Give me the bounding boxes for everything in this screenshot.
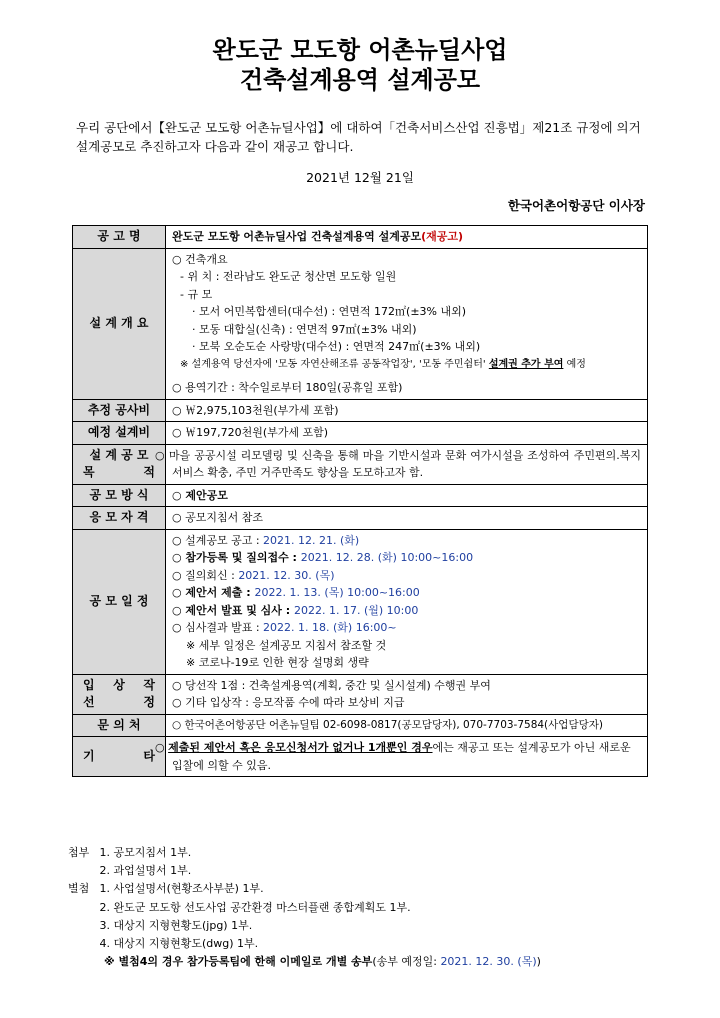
row-contact <box>73 714 648 737</box>
label-schedule: 공 모 일 정 <box>73 529 166 674</box>
schedule-item <box>172 602 641 620</box>
row-purpose <box>73 444 648 484</box>
other-text: 에는 재공고 또는 설계공모가 아닌 새로운 입찰에 의할 수 있음. <box>172 741 631 772</box>
annex-note <box>68 953 668 971</box>
label-award-char: 상 <box>113 677 125 692</box>
row-method <box>73 484 648 507</box>
annex-note-paren: (송부 예정일: <box>372 955 441 969</box>
schedule-item-label: ○ 참가등록 및 질의접수 : <box>172 551 301 564</box>
overview-scale-item: · 모서 어민복합센터(대수선) : 연면적 172㎡(±3% 내외) <box>192 305 467 318</box>
notice-date: 2021년 12월 21일 <box>306 170 414 185</box>
overview-scale: - 규 모 <box>180 287 213 301</box>
document-title-line2: 건축설계용역 설계공모 <box>239 66 481 94</box>
value-contact: ○ 한국어촌어항공단 어촌뉴딜팀 02-6098-0817(공모담당자), 070-7703-7584(사업담당자) <box>166 714 648 737</box>
attachment-key: 첨부 <box>68 846 90 859</box>
row-design-overview <box>73 248 648 399</box>
schedule-item <box>172 532 641 550</box>
overview-line: ○ 건축개요 <box>172 252 228 266</box>
value-notice-name <box>166 226 648 249</box>
document-title-line1: 완도군 모도항 어촌뉴딜사업 <box>212 36 508 64</box>
schedule-item-label: ○ 심사결과 발표 : <box>172 621 264 634</box>
schedule-item <box>172 619 641 637</box>
value-purpose: ○ 마을 공공시설 리모델링 및 신축을 통해 마을 기반시설과 문화 여가시설을 조성하여 주민편의.복지 서비스 확충, 주민 거주만족도 향상을 도모하고자 함. <box>166 444 648 484</box>
attachment-item: 2. 과업설명서 1부. <box>99 864 192 878</box>
award-line: ○ 기타 입상작 : 응모작품 수에 따라 보상비 지급 <box>172 696 405 709</box>
label-other-char: 타 <box>143 748 155 763</box>
label-design-fee: 예정 설계비 <box>73 422 166 445</box>
label-other-char: 기 <box>83 748 95 763</box>
label-purpose-b: 적 <box>143 465 155 479</box>
schedule-item <box>172 549 641 567</box>
value-method: ○ 제안공모 <box>166 484 648 507</box>
schedule-note: ※ 세부 일정은 설계공모 지침서 참조할 것 <box>186 638 387 652</box>
row-schedule <box>73 529 648 674</box>
schedule-item-date: 2021. 12. 30. (목) <box>238 568 335 582</box>
annex-note-date: 2021. 12. 30. (목) <box>440 955 537 969</box>
other-bullet: ○ <box>155 741 169 754</box>
schedule-item-label: ○ 제안서 제출 : <box>172 586 255 599</box>
label-award-char: 작 <box>143 677 155 692</box>
schedule-item <box>172 584 641 602</box>
overview-location: - 위 치 : 전라남도 완도군 청산면 모도항 일원 <box>180 270 397 283</box>
overview-note <box>172 356 641 374</box>
schedule-item <box>172 567 641 585</box>
annex-item: 2. 완도군 모도항 선도사업 공간환경 마스터플랜 종합계획도 1부. <box>99 900 411 914</box>
row-eligibility <box>73 507 648 530</box>
overview-scale-item: · 모북 오순도순 사랑방(대수선) : 연면적 247㎡(±3% 내외) <box>192 340 481 353</box>
annex-item: 1. 사업설명서(현황조사부분) 1부. <box>99 882 264 896</box>
label-notice-name: 공 고 명 <box>73 226 166 249</box>
other-emphasis: 제출된 제안서 혹은 응모신청서가 없거나 1개뿐인 경우 <box>168 741 433 754</box>
label-purpose-top: 설 계 공 모 <box>89 447 149 462</box>
annex-item: 3. 대상지 지형현황도(jpg) 1부. <box>99 918 253 932</box>
label-estimated-cost: 추정 공사비 <box>73 399 166 422</box>
label-award <box>73 674 166 714</box>
attachments <box>68 844 668 971</box>
annex-item: 4. 대상지 지형현황도(dwg) 1부. <box>99 937 259 951</box>
row-notice-name <box>73 226 648 249</box>
annex-key: 별첨 <box>68 882 90 896</box>
schedule-note: ※ 코로나-19로 인한 현장 설명회 생략 <box>186 656 369 669</box>
award-line: ○ 당선작 1점 : 건축설계용역(계획, 중간 및 실시설계) 수행권 부여 <box>172 678 491 692</box>
label-method: 공 모 방 식 <box>73 484 166 507</box>
value-estimated-cost: ○ ￦2,975,103천원(부가세 포함) <box>166 399 648 422</box>
value-design-fee: ○ ￦197,720천원(부가세 포함) <box>166 422 648 445</box>
label-eligibility: 응 모 자 격 <box>73 507 166 530</box>
notice-table <box>72 225 648 777</box>
label-award-char: 정 <box>143 695 155 709</box>
overview-note-text: ※ 설계용역 당선자에 '모동 자연산해조류 공동작업장', '모동 주민쉼터' <box>180 358 489 370</box>
notice-name-text: 완도군 모도항 어촌뉴딜사업 건축설계용역 설계공모 <box>172 230 422 243</box>
value-award <box>166 674 648 714</box>
schedule-item-date: 2022. 1. 17. (월) 10:00 <box>293 603 419 617</box>
value-schedule <box>166 529 648 674</box>
schedule-item-date: 2022. 1. 13. (목) 10:00~16:00 <box>254 586 420 599</box>
overview-note-tail: 예정 <box>563 358 586 370</box>
overview-note-emphasis: 설계권 추가 부여 <box>488 358 564 370</box>
row-other <box>73 737 648 777</box>
overview-duration: ○ 용역기간 : 착수일로부터 180일(공휴일 포함) <box>172 381 403 394</box>
schedule-item-date: 2021. 12. 21. (화) <box>263 533 360 547</box>
label-contact: 문 의 처 <box>73 714 166 737</box>
annex-note-close: ) <box>536 955 541 969</box>
label-other <box>73 737 169 777</box>
intro-paragraph: 우리 공단에서【완도군 모도항 어촌뉴딜사업】에 대하여「건축서비스산업 진흥법」제21조 규정에 의거 설계공모로 추진하고자 다음과 같이 재공고 합니다. <box>76 120 641 154</box>
annex-note-text: ※ 별첨4의 경우 참가등록팀에 한해 이메일로 개별 송부 <box>104 955 373 969</box>
value-eligibility: ○ 공모지침서 참조 <box>166 507 648 530</box>
label-award-char: 입 <box>83 677 95 692</box>
schedule-item-label: ○ 질의회신 : <box>172 568 239 582</box>
label-award-char: 선 <box>83 695 95 709</box>
row-design-fee <box>73 422 648 445</box>
row-award <box>73 674 648 714</box>
label-design-overview: 설 계 개 요 <box>73 248 166 399</box>
row-estimated-cost <box>73 399 648 422</box>
schedule-item-label: ○ 설계공모 공고 : <box>172 533 264 547</box>
value-design-overview <box>166 248 648 399</box>
schedule-item-date: 2021. 12. 28. (화) 10:00~16:00 <box>300 551 474 564</box>
overview-scale-item: · 모동 대합실(신축) : 연면적 97㎡(±3% 내외) <box>192 322 417 336</box>
schedule-item-label: ○ 제안서 발표 및 심사 : <box>172 603 294 617</box>
issuer: 한국어촌어항공단 이사장 <box>507 198 645 213</box>
label-purpose-a: 목 <box>83 465 95 479</box>
label-purpose <box>73 444 166 484</box>
schedule-item-date: 2022. 1. 18. (화) 16:00~ <box>263 621 397 634</box>
reannouncement-tag: (재공고) <box>421 230 464 243</box>
attachment-item: 1. 공모지침서 1부. <box>99 846 192 859</box>
value-other <box>155 737 648 777</box>
